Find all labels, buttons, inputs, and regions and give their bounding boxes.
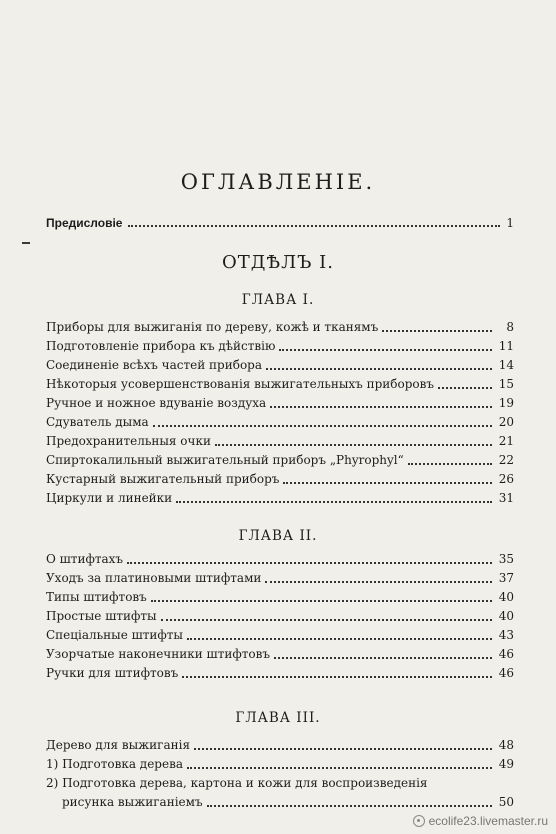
toc-entry-page: 14 bbox=[498, 358, 514, 372]
toc-entry-label: О штифтахъ bbox=[46, 552, 124, 566]
toc-entry-page: 8 bbox=[506, 320, 514, 334]
toc-entry-line bbox=[46, 774, 514, 793]
preface-entry[interactable] bbox=[46, 216, 514, 230]
watermark-text: ecolife23.livemaster.ru bbox=[428, 814, 548, 828]
chapter-1-heading: ГЛАВА I. bbox=[241, 292, 315, 308]
toc-entry[interactable] bbox=[46, 664, 514, 683]
toc-entry-label: Спиртокалильный выжигательный приборъ „Phyrophyl“ bbox=[46, 453, 404, 467]
leader-dots bbox=[176, 501, 492, 503]
toc-entry-label: Ручное и ножное вдуваніе воздуха bbox=[46, 396, 267, 410]
leader-dots bbox=[270, 406, 492, 408]
toc-entry[interactable] bbox=[46, 432, 514, 451]
toc-entry[interactable] bbox=[46, 736, 514, 755]
leader-dots bbox=[161, 619, 492, 621]
toc-entry-label: Спеціальные штифты bbox=[46, 628, 183, 642]
toc-entry-page: 40 bbox=[498, 609, 514, 623]
leader-dots bbox=[274, 657, 492, 659]
toc-entry-page: 40 bbox=[498, 590, 514, 604]
toc-entry-page: 20 bbox=[498, 415, 514, 429]
toc-entry[interactable] bbox=[46, 337, 514, 356]
toc-entry-page: 37 bbox=[498, 571, 514, 585]
leader-dots bbox=[187, 767, 492, 769]
toc-entry-page: 46 bbox=[498, 647, 514, 661]
toc-entry-page: 50 bbox=[498, 795, 514, 809]
toc-entry-page: 21 bbox=[498, 434, 514, 448]
leader-dots bbox=[215, 444, 492, 446]
toc-entry-page: 19 bbox=[498, 396, 514, 410]
toc-entry[interactable] bbox=[46, 774, 514, 812]
toc-entry-label: 2) Подготовка дерева, картона и кожи для воспроизведенія bbox=[46, 776, 428, 790]
chapter-3-heading: ГЛАВА III. bbox=[235, 710, 321, 726]
toc-entry[interactable] bbox=[46, 626, 514, 645]
toc-entry-label: Предохранительныя очки bbox=[46, 434, 211, 448]
section-heading: ОТДѢЛЪ I. bbox=[222, 252, 334, 273]
toc-entry-label: Сдуватель дыма bbox=[46, 415, 149, 429]
toc-entry-label: Соединеніе всѣхъ частей прибора bbox=[46, 358, 262, 372]
toc-entry[interactable] bbox=[46, 375, 514, 394]
toc-entry-label: Нѣкоторыя усовершенствованія выжигательныхъ приборовъ bbox=[46, 377, 435, 391]
toc-entry-page: 43 bbox=[498, 628, 514, 642]
toc-entry-page: 31 bbox=[498, 491, 514, 505]
toc-entry-page: 22 bbox=[498, 453, 514, 467]
leader-dots bbox=[408, 463, 492, 465]
toc-entry[interactable] bbox=[46, 318, 514, 337]
toc-entry[interactable] bbox=[46, 645, 514, 664]
toc-entry[interactable] bbox=[46, 489, 514, 508]
watermark bbox=[413, 814, 548, 828]
chapter-3-list bbox=[46, 736, 514, 812]
toc-entry-page: 15 bbox=[498, 377, 514, 391]
page-title: ОГЛАВЛЕНІЕ. bbox=[180, 170, 376, 194]
toc-entry[interactable] bbox=[46, 394, 514, 413]
livemaster-logo-icon bbox=[413, 815, 425, 827]
toc-entry[interactable] bbox=[46, 755, 514, 774]
toc-entry-label: Уходъ за платиновыми штифтами bbox=[46, 571, 262, 585]
leader-dots bbox=[279, 349, 492, 351]
toc-entry[interactable] bbox=[46, 413, 514, 432]
toc-entry-label: 1) Подготовка дерева bbox=[46, 757, 183, 771]
toc-entry-continuation: рисунка выжиганіемъ bbox=[62, 795, 203, 809]
leader-dots bbox=[151, 600, 492, 602]
preface-page: 1 bbox=[506, 216, 514, 230]
toc-entry-page: 26 bbox=[498, 472, 514, 486]
toc-entry[interactable] bbox=[46, 550, 514, 569]
chapter-2-list bbox=[46, 550, 514, 683]
toc-entry[interactable] bbox=[46, 588, 514, 607]
leader-dots bbox=[153, 425, 492, 427]
toc-entry-page: 48 bbox=[498, 738, 514, 752]
toc-entry-label: Дерево для выжиганія bbox=[46, 738, 191, 752]
chapter-1-list bbox=[46, 318, 514, 508]
toc-entry-label: Типы штифтовъ bbox=[46, 590, 147, 604]
toc-entry[interactable] bbox=[46, 451, 514, 470]
toc-entry-page: 35 bbox=[498, 552, 514, 566]
leader-dots bbox=[127, 562, 492, 564]
toc-entry-label: Простые штифты bbox=[46, 609, 157, 623]
toc-entry-page: 11 bbox=[498, 339, 514, 353]
leader-dots bbox=[128, 225, 500, 227]
toc-entry-label: Узорчатые наконечники штифтовъ bbox=[46, 647, 270, 661]
leader-dots bbox=[207, 805, 492, 807]
leader-dots bbox=[283, 482, 492, 484]
leader-dots bbox=[382, 330, 492, 332]
toc-entry-label: Подготовленіе прибора къ дѣйствію bbox=[46, 339, 276, 353]
toc-entry-label: Кустарный выжигательный приборъ bbox=[46, 472, 280, 486]
toc-entry[interactable] bbox=[46, 470, 514, 489]
toc-entry-page: 49 bbox=[498, 757, 514, 771]
toc-entry-continuation-line bbox=[46, 793, 514, 812]
chapter-2-heading: ГЛАВА II. bbox=[238, 528, 318, 544]
leader-dots bbox=[187, 638, 492, 640]
toc-entry-label: Приборы для выжиганія по дереву, кожѣ и тканямъ bbox=[46, 320, 379, 334]
toc-entry[interactable] bbox=[46, 607, 514, 626]
toc-entry[interactable] bbox=[46, 569, 514, 588]
leader-dots bbox=[266, 368, 492, 370]
ink-mark bbox=[22, 242, 30, 244]
leader-dots bbox=[194, 748, 492, 750]
leader-dots bbox=[182, 676, 492, 678]
leader-dots bbox=[265, 581, 492, 583]
preface-label: Предисловіе bbox=[46, 216, 123, 230]
toc-entry[interactable] bbox=[46, 356, 514, 375]
toc-entry-label: Ручки для штифтовъ bbox=[46, 666, 179, 680]
toc-entry-label: Циркули и линейки bbox=[46, 491, 173, 505]
toc-entry-page: 46 bbox=[498, 666, 514, 680]
leader-dots bbox=[438, 387, 492, 389]
